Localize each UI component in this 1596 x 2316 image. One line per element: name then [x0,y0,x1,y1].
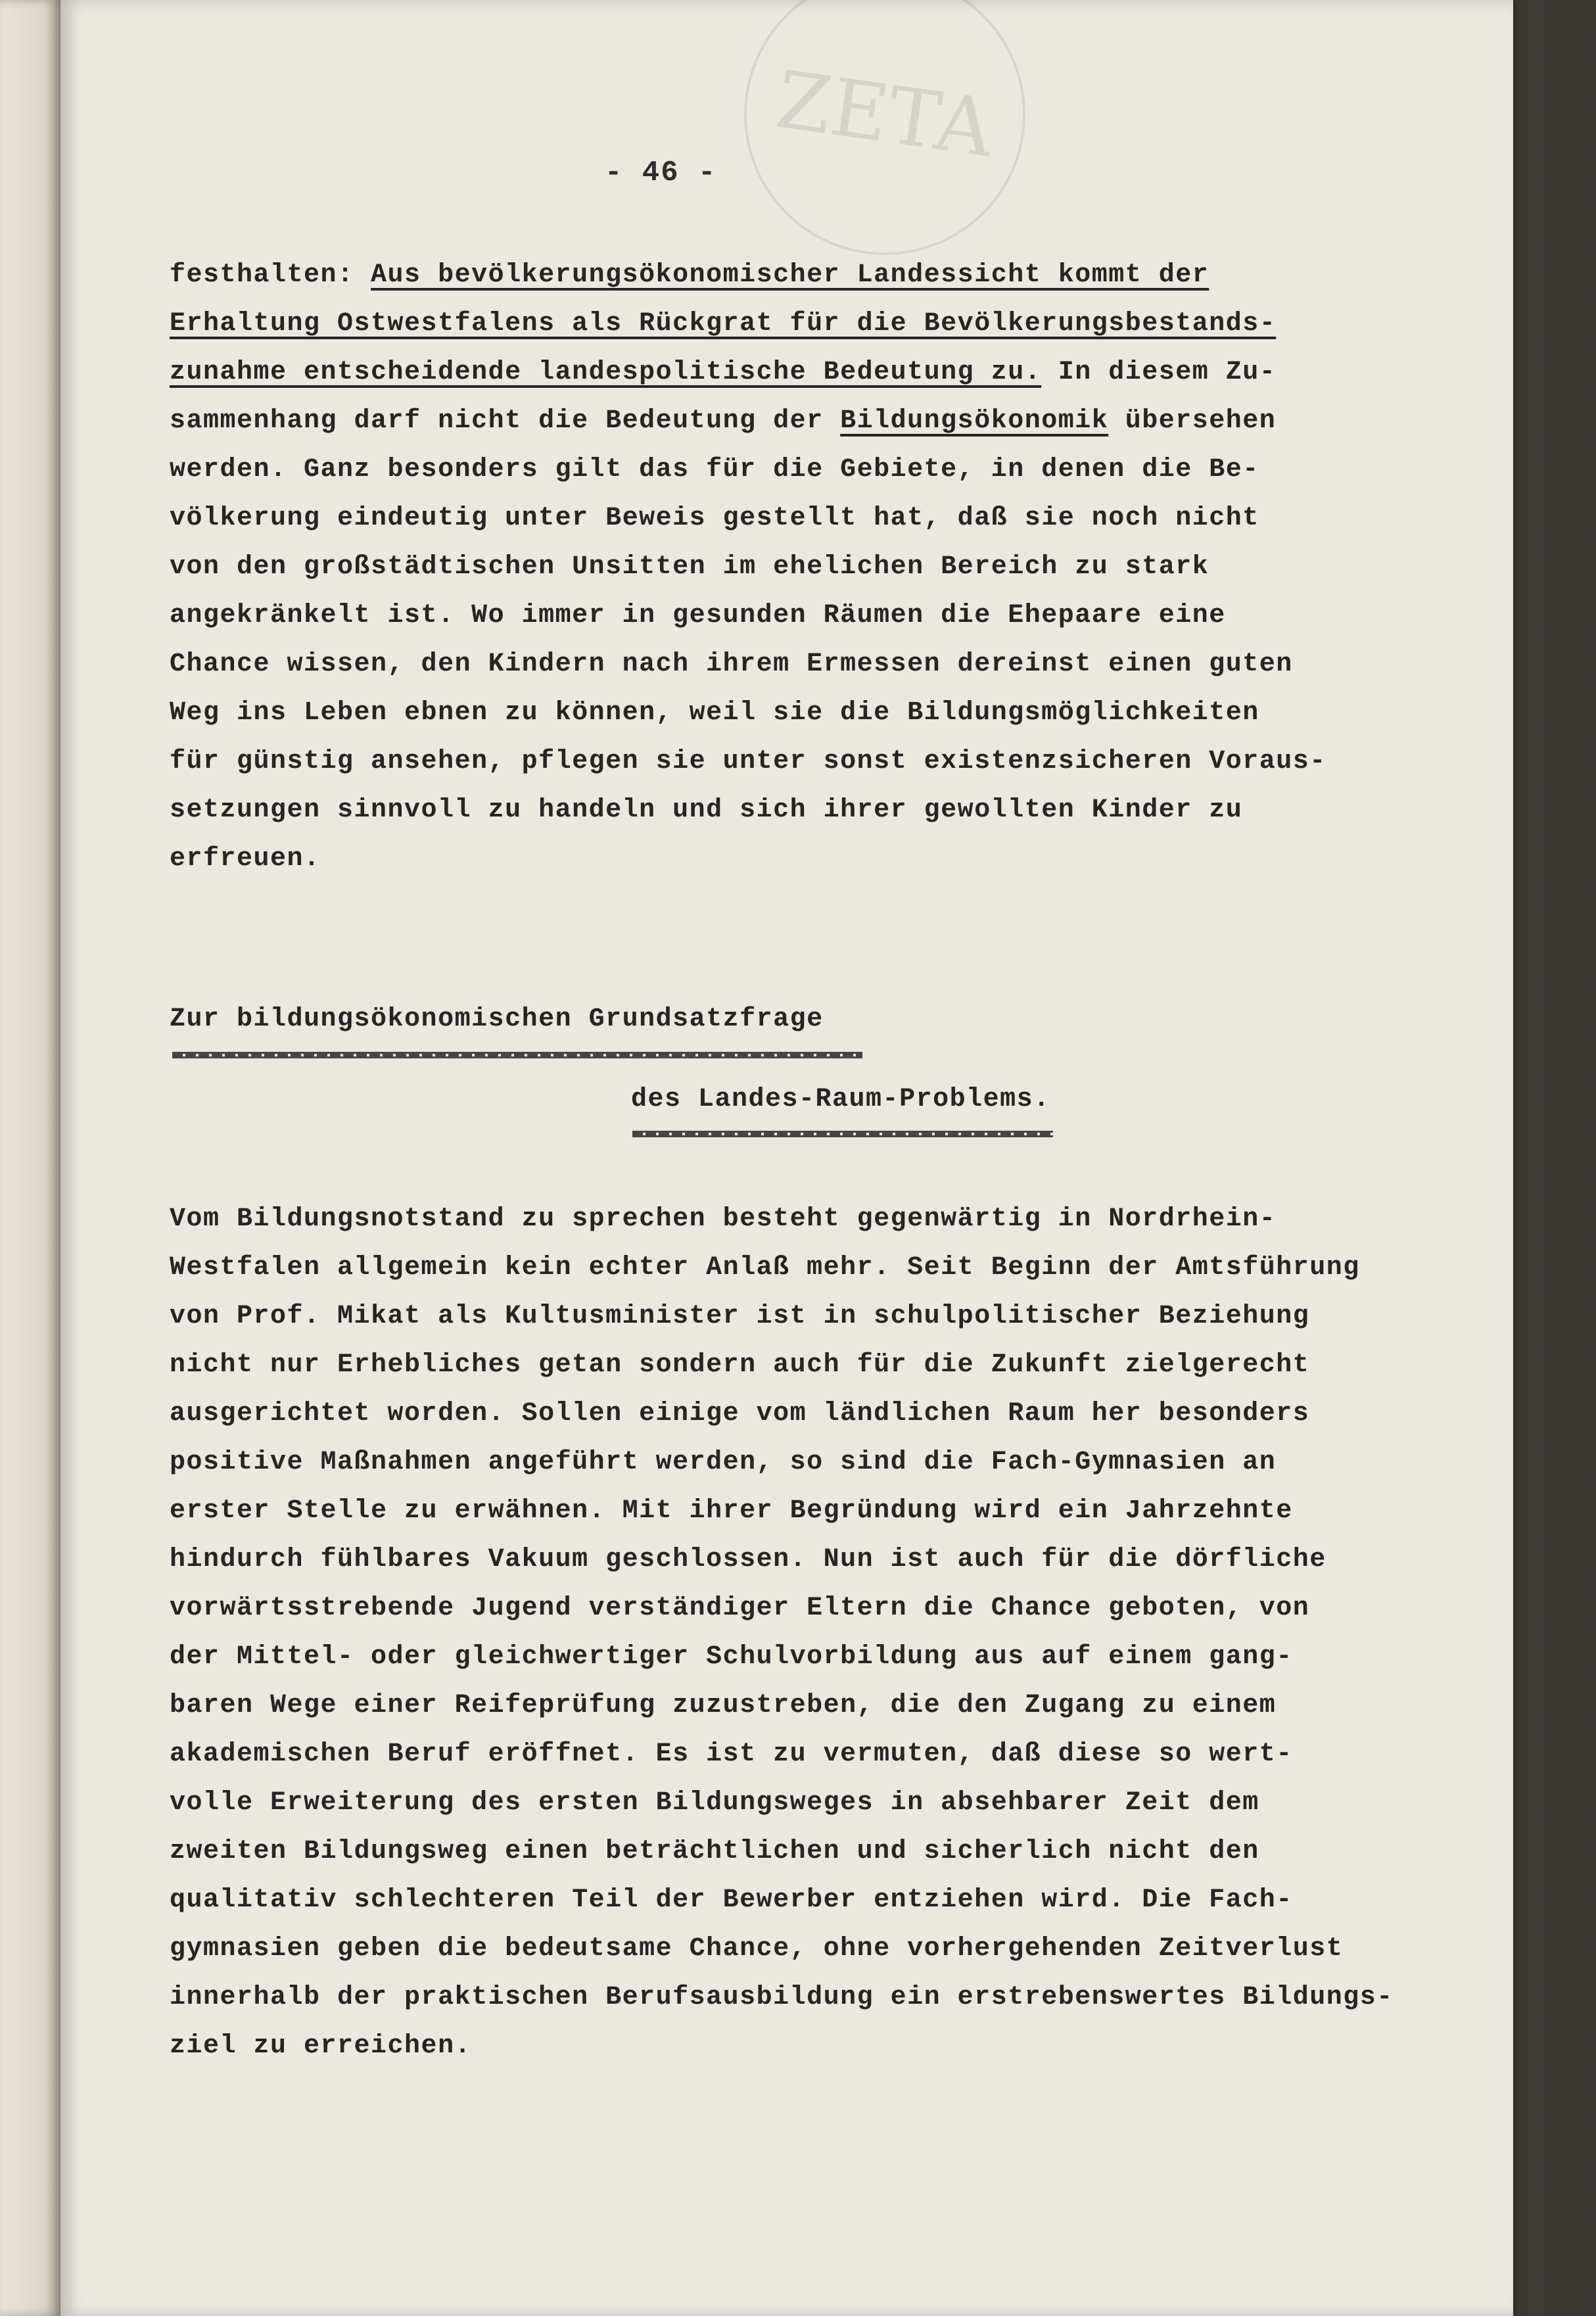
paragraph-2-line: ziel zu erreichen. [170,2031,472,2061]
paragraph-1-line [170,689,1326,738]
text-segment: übersehen [1108,406,1277,436]
paragraph-1-line [170,446,1326,494]
text-segment: von den großstädtischen Unsitten im ehelichen Bereich zu stark [170,552,1209,582]
underlined-text: zunahme entscheidende landespolitische Bedeutung zu. [170,358,1042,387]
archive-stamp-icon: ZETA [726,0,1043,273]
paragraph-2-line: zweiten Bildungsweg einen beträchtlichen und sicherlich nicht den [170,1837,1259,1866]
heading-underline-2 [632,1131,1053,1137]
text-segment: völkerung eindeutig unter Beweis gestellt hat, daß sie noch nicht [170,504,1259,533]
paragraph-1-line [170,397,1326,446]
underlined-text: Bildungsökonomik [840,406,1109,436]
paragraph-2-line: Vom Bildungsnotstand zu sprechen besteht gegenwärtig in Nordrhein- [170,1204,1277,1234]
paragraph-2-line: hindurch fühlbares Vakuum geschlossen. Nun ist auch für die dörfliche [170,1545,1326,1574]
page-number: - 46 - [605,156,717,189]
underlined-text: Erhaltung Ostwestfalens als Rückgrat für die Bevölkerungsbestands- [170,309,1277,339]
text-segment: In diesem Zu- [1041,358,1277,387]
paragraph-2-line: akademischen Beruf eröffnet. Es ist zu vermuten, daß diese so wert- [170,1739,1293,1769]
paragraph-1-line [170,348,1326,397]
paragraph-2 [170,1195,1394,2071]
paragraph-2-line: der Mittel- oder gleichwertiger Schulvorbildung aus auf einem gang- [170,1642,1293,1672]
text-segment: werden. Ganz besonders gilt das für die Gebiete, in denen die Be- [170,455,1259,484]
paragraph-1-line [170,300,1326,348]
paragraph-1-line [170,251,1326,300]
text-segment: erfreuen. [170,844,321,874]
paragraph-2-line: gymnasien geben die bedeutsame Chance, ohne vorhergehenden Zeitverlust [170,1934,1344,1964]
paragraph-2-line: positive Maßnahmen angeführt werden, so sind die Fach-Gymnasien an [170,1448,1277,1477]
text-segment: für günstig ansehen, pflegen sie unter sonst existenzsicheren Voraus- [170,747,1326,776]
paragraph-1-line [170,494,1326,543]
section-heading-line-1: Zur bildungsökonomischen Grundsatzfrage [170,1004,824,1034]
paragraph-2-line: innerhalb der praktischen Berufsausbildung ein erstrebenswertes Bildungs- [170,1983,1394,2012]
paragraph-1-line [170,786,1326,835]
paragraph-2-line: nicht nur Erhebliches getan sondern auch für die Zukunft zielgerecht [170,1350,1310,1380]
paragraph-2-line: volle Erweiterung des ersten Bildungsweges in absehbarer Zeit dem [170,1788,1259,1818]
paragraph-1-line [170,592,1326,640]
paragraph-2-line: erster Stelle zu erwähnen. Mit ihrer Begründung wird ein Jahrzehnte [170,1496,1293,1526]
text-segment: festhalten: [170,260,371,290]
paragraph-1-line [170,738,1326,786]
text-segment: Chance wissen, den Kindern nach ihrem Ermessen dereinst einen guten [170,650,1293,679]
paragraph-2-line: baren Wege einer Reifeprüfung zuzustreben, die den Zugang zu einem [170,1691,1277,1720]
text-segment: setzungen sinnvoll zu handeln und sich ihrer gewollten Kinder zu [170,795,1243,825]
text-segment: angekränkelt ist. Wo immer in gesunden Räumen die Ehepaare eine [170,601,1226,630]
paragraph-2-line: von Prof. Mikat als Kultusminister ist in schulpolitischer Beziehung [170,1302,1310,1331]
paragraph-1 [170,251,1326,884]
section-heading-line-2: des Landes-Raum-Problems. [631,1085,1050,1114]
paragraph-2-line: qualitativ schlechteren Teil der Bewerber entziehen wird. Die Fach- [170,1885,1293,1915]
text-segment: Weg ins Leben ebnen zu können, weil sie die Bildungsmöglichkeiten [170,698,1259,728]
paragraph-2-line: Westfalen allgemein kein echter Anlaß mehr. Seit Beginn der Amtsführung [170,1253,1360,1283]
paragraph-1-line [170,640,1326,689]
paragraph-2-line: vorwärtsstrebende Jugend verständiger Eltern die Chance geboten, von [170,1594,1310,1623]
text-segment: sammenhang darf nicht die Bedeutung der [170,406,841,436]
paragraph-1-line [170,543,1326,592]
paragraph-1-line [170,835,1326,884]
paragraph-2-line: ausgerichtet worden. Sollen einige vom ländlichen Raum her besonders [170,1399,1310,1429]
heading-underline-1 [172,1052,862,1058]
underlined-text: Aus bevölkerungsökonomischer Landessicht kommt der [371,260,1209,290]
previous-page-edge [0,0,60,2316]
